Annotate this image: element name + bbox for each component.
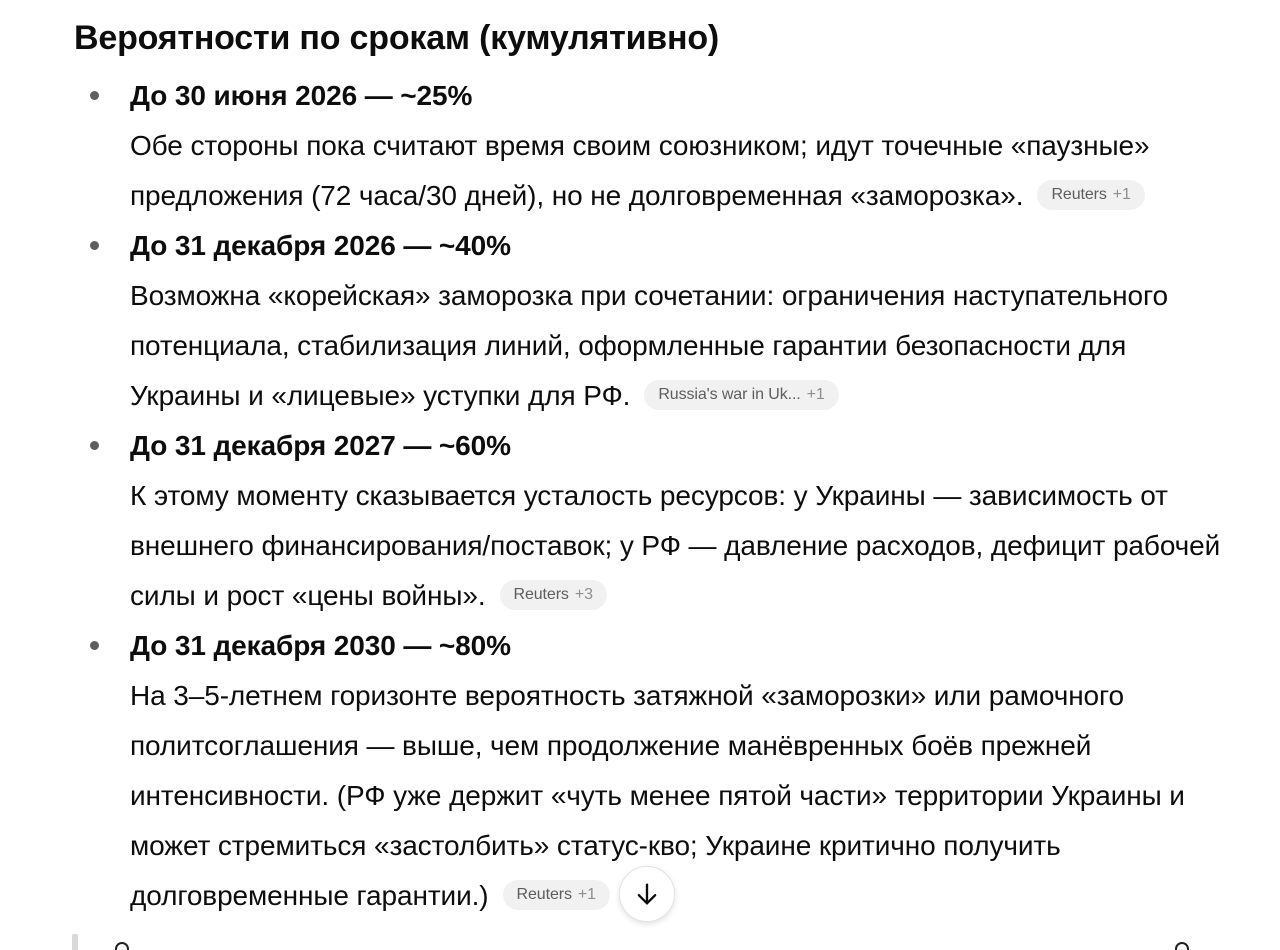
item-text-body: Обе стороны пока считают время своим союзником; идут точечные «паузные» предложения (72 часа/30 дней), но не долговременная «заморозка».	[130, 130, 1150, 211]
item-text	[130, 471, 1230, 621]
item-text	[130, 121, 1230, 221]
citation-chip[interactable]	[500, 580, 607, 610]
list-item	[74, 221, 1254, 421]
item-heading: До 31 декабря 2026 — ~40%	[130, 230, 511, 261]
bullet-dot	[90, 441, 99, 450]
list-item	[74, 421, 1254, 621]
section-title: Вероятности по срокам (кумулятивно)	[74, 19, 720, 57]
citation-chip[interactable]	[1037, 180, 1144, 210]
citation-more-count: +3	[574, 585, 593, 603]
item-text	[130, 271, 1230, 421]
citation-chip[interactable]	[644, 380, 838, 410]
item-heading: До 31 декабря 2027 — ~60%	[130, 430, 511, 461]
blockquote-bar	[72, 934, 78, 950]
item-heading: До 30 июня 2026 — ~25%	[130, 80, 473, 111]
item-text-body: На 3–5-летнем горизонте вероятность затяжной «заморозки» или рамочного политсоглашения — выше, чем продолжение манёвренных боёв прежней интенсивности. (РФ уже держит «чуть менее пятой части» территории Украины и может стремиться «застолбить» статус-кво; Украине критично получить долговременные гарантии.)	[130, 680, 1185, 911]
cutoff-glyph	[115, 942, 129, 950]
probability-list	[74, 71, 1254, 921]
item-heading: До 31 декабря 2030 — ~80%	[130, 630, 511, 661]
list-item	[74, 71, 1254, 221]
arrow-down-icon	[633, 880, 661, 908]
item-text-body: Возможна «корейская» заморозка при сочетании: ограничения наступательного потенциала, стабилизация линий, оформленные гарантии безопасности для Украины и «лицевые» уступки для РФ.	[130, 280, 1168, 411]
bullet-dot	[90, 91, 99, 100]
bullet-dot	[90, 241, 99, 250]
blockquote-text-cutoff	[115, 938, 1255, 950]
citation-source: Reuters	[513, 585, 569, 603]
citation-more-count: +1	[806, 385, 825, 403]
scroll-down-button[interactable]	[619, 866, 675, 922]
citation-source: Russia's war in Uk...	[658, 385, 801, 403]
citation-more-count: +1	[577, 885, 596, 903]
item-text	[130, 671, 1230, 921]
citation-source: Reuters	[1051, 185, 1107, 203]
cutoff-glyph	[1175, 942, 1189, 950]
citation-chip[interactable]	[503, 880, 610, 910]
bullet-dot	[90, 641, 99, 650]
citation-source: Reuters	[516, 885, 572, 903]
citation-more-count: +1	[1112, 185, 1131, 203]
item-text-body: К этому моменту сказывается усталость ресурсов: у Украины — зависимость от внешнего финансирования/поставок; у РФ — давление расходов, дефицит рабочей силы и рост «цены войны».	[130, 480, 1221, 611]
